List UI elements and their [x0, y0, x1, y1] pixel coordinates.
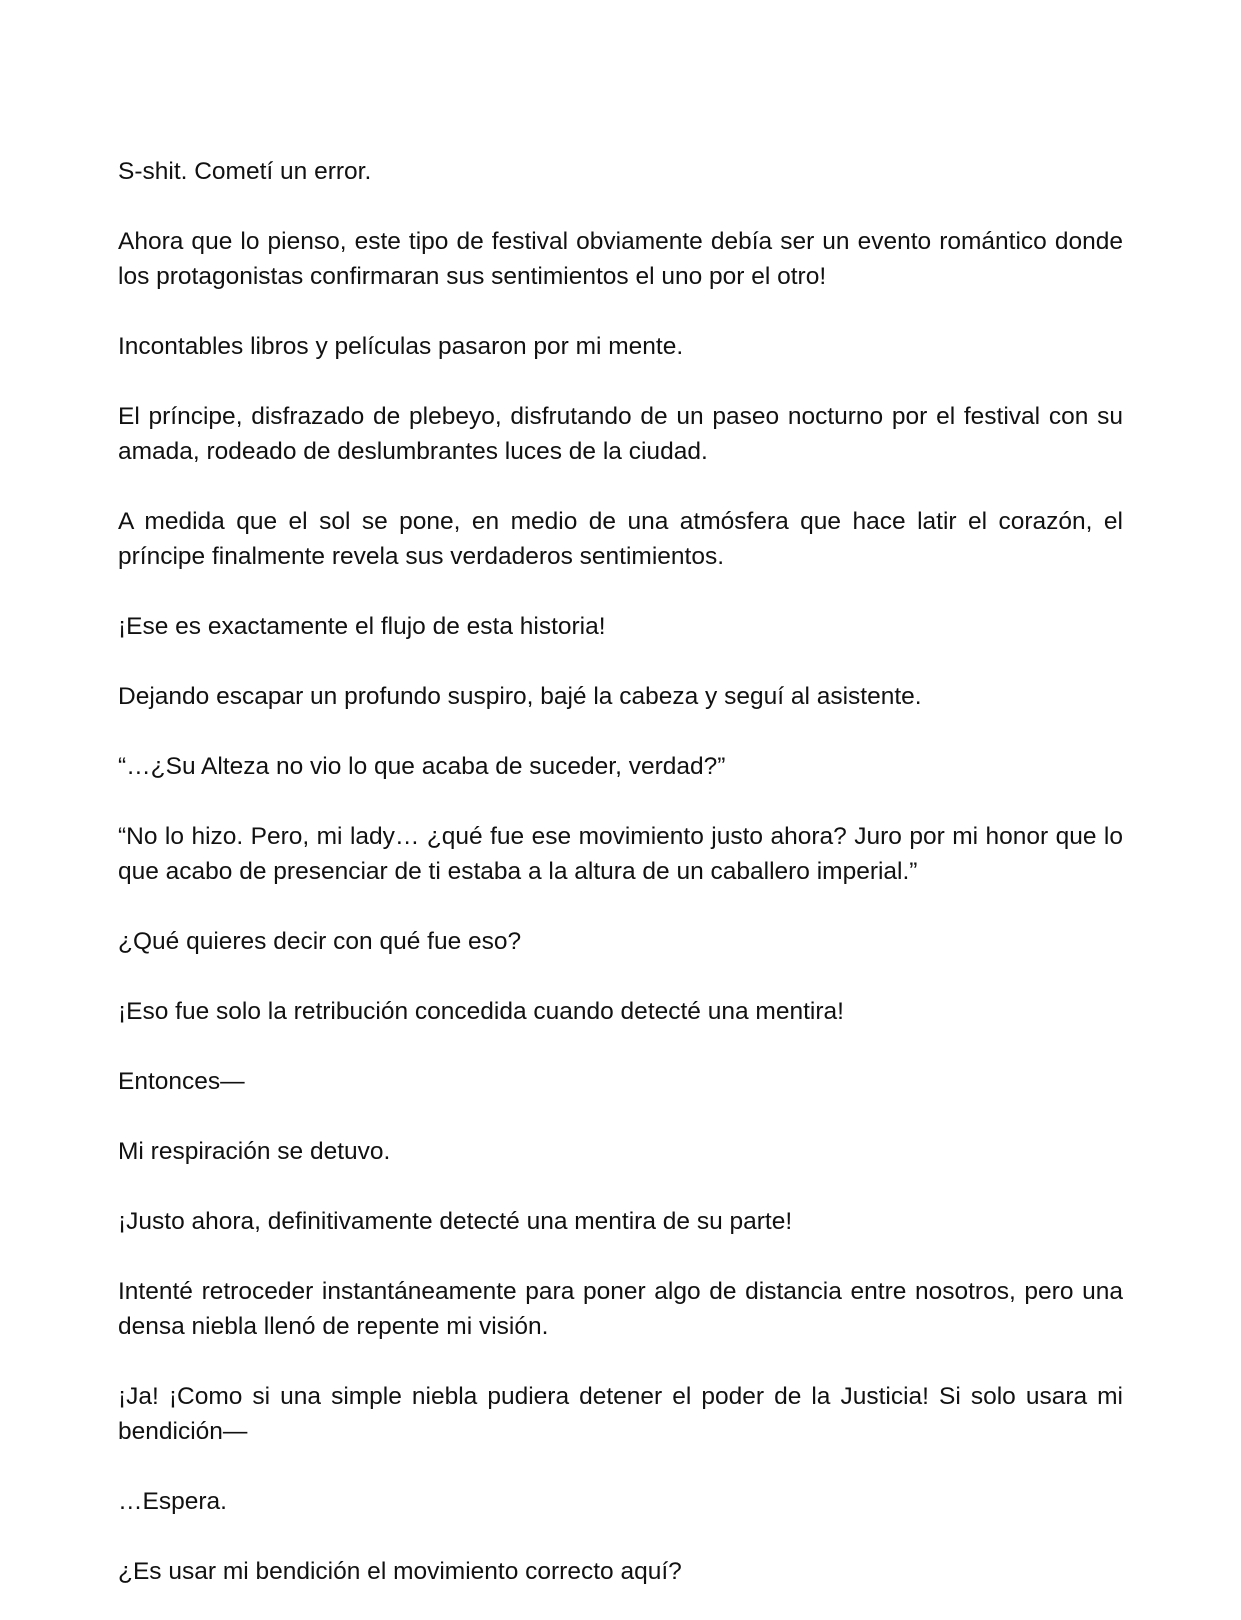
paragraph-14: ¡Justo ahora, definitivamente detecté una mentira de su parte!: [118, 1208, 793, 1235]
paragraph-5: A medida que el sol se pone, en medio de una atmósfera que hace latir el corazón, el príncipe finalmente revela sus verdaderos sentimientos.: [118, 508, 1123, 570]
paragraph-2: Ahora que lo pienso, este tipo de festival obviamente debía ser un evento romántico donde los protagonistas confirmaran sus sentimientos el uno por el otro!: [118, 228, 1123, 290]
paragraph-6: ¡Ese es exactamente el flujo de esta historia!: [118, 613, 606, 640]
paragraph-7: Dejando escapar un profundo suspiro, bajé la cabeza y seguí al asistente.: [118, 683, 922, 710]
paragraph-18: ¿Es usar mi bendición el movimiento correcto aquí?: [118, 1558, 682, 1585]
paragraph-3: Incontables libros y películas pasaron por mi mente.: [118, 333, 684, 360]
paragraph-9: “No lo hizo. Pero, mi lady… ¿qué fue ese movimiento justo ahora? Juro por mi honor que lo que acabo de presenciar de ti estaba a la altura de un caballero imperial.”: [118, 823, 1123, 885]
paragraph-11: ¡Eso fue solo la retribución concedida cuando detecté una mentira!: [118, 998, 844, 1025]
paragraph-8: “…¿Su Alteza no vio lo que acaba de suceder, verdad?”: [118, 753, 726, 780]
paragraph-16: ¡Ja! ¡Como si una simple niebla pudiera detener el poder de la Justicia! Si solo usara mi bendición—: [118, 1383, 1123, 1445]
paragraph-10: ¿Qué quieres decir con qué fue eso?: [118, 928, 522, 955]
paragraph-15: Intenté retroceder instantáneamente para poner algo de distancia entre nosotros, pero una densa niebla llenó de repente mi visión.: [118, 1278, 1123, 1340]
paragraph-12: Entonces—: [118, 1068, 245, 1095]
paragraph-17: …Espera.: [118, 1488, 227, 1515]
paragraph-4: El príncipe, disfrazado de plebeyo, disfrutando de un paseo nocturno por el festival con su amada, rodeado de deslumbrantes luces de la ciudad.: [118, 403, 1123, 465]
paragraph-13: Mi respiración se detuvo.: [118, 1138, 391, 1165]
paragraph-1: S-shit. Cometí un error.: [118, 158, 372, 185]
document-page: [118, 154, 1123, 1589]
